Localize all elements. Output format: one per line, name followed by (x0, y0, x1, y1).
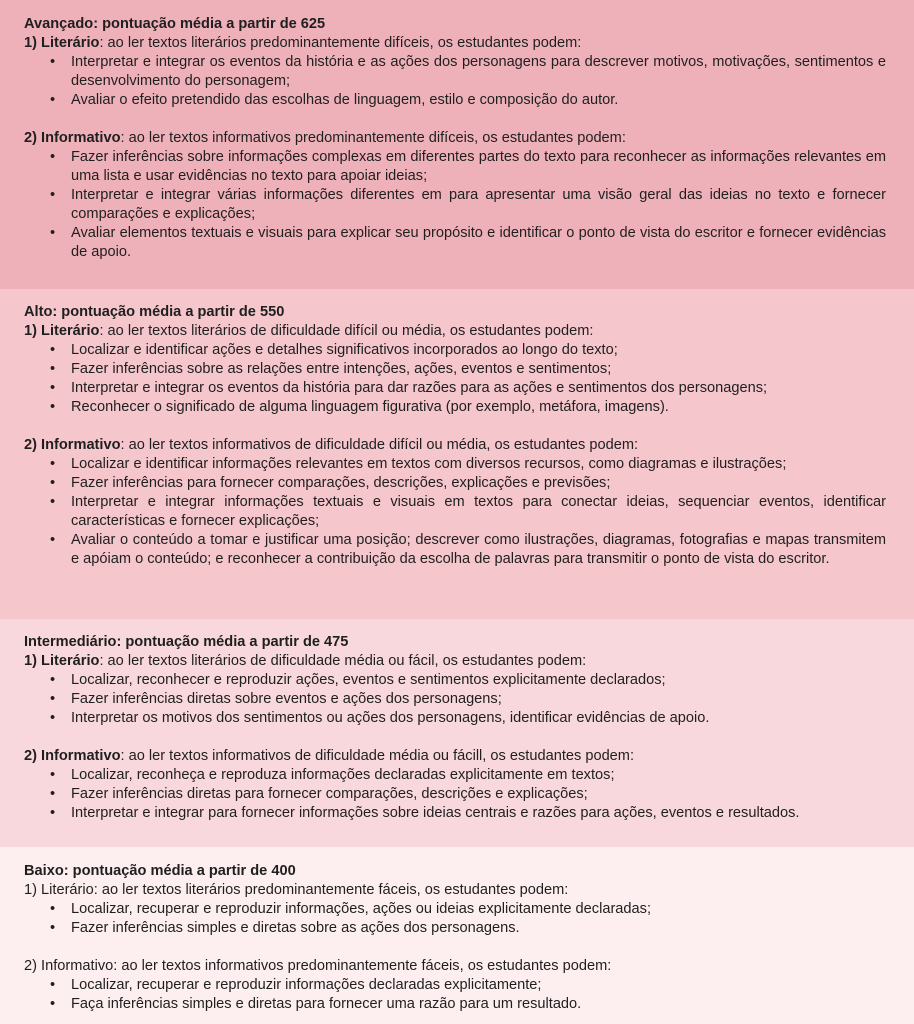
list-item (24, 341, 886, 360)
list-item-text: Localizar e identificar ações e detalhes significativos incorporados ao longo do texto; (71, 342, 618, 358)
section-intro: : ao ler textos informativos predominantemente fáceis, os estudantes podem: (113, 958, 612, 974)
list-item (24, 995, 886, 1014)
list-item-text: Fazer inferências sobre informações complexas em diferentes partes do texto para reconhecer as informações relevantes em uma lista e usar evidências no texto para apoiar ideias; (71, 149, 886, 184)
list-item-text: Localizar, reconhecer e reproduzir ações, eventos e sentimentos explicitamente declarados; (71, 672, 666, 688)
bullet-icon: • (50, 92, 56, 108)
list-item-text: Avaliar elementos textuais e visuais para explicar seu propósito e identificar o ponto de vista do escritor e fornecer evidências de apoio. (71, 225, 886, 260)
section-intro: : ao ler textos informativos de dificuldade média ou fácill, os estudantes podem: (120, 748, 635, 764)
bullet-icon: • (50, 456, 56, 472)
list-item-text: Interpretar e integrar várias informações diferentes em para apresentar uma visão geral das ideias no texto e fornecer comparações e explicações; (71, 187, 886, 222)
bullet-icon: • (50, 494, 56, 510)
bullet-icon: • (50, 996, 56, 1012)
list-item (24, 690, 886, 709)
bullet-list (24, 148, 886, 262)
section-intro: : ao ler textos literários de dificuldade difícil ou média, os estudantes podem: (99, 323, 594, 339)
section-intro: : ao ler textos literários predominantemente fáceis, os estudantes podem: (93, 882, 569, 898)
section-heading (24, 957, 914, 976)
bullet-list (24, 53, 886, 110)
bullet-icon: • (50, 691, 56, 707)
list-item (24, 186, 886, 224)
list-item (24, 671, 886, 690)
bullet-icon: • (50, 710, 56, 726)
bullet-icon: • (50, 342, 56, 358)
level-high (0, 289, 914, 619)
section-heading (24, 881, 914, 900)
list-item (24, 398, 886, 417)
bullet-icon: • (50, 920, 56, 936)
section-heading (24, 747, 914, 766)
bullet-icon: • (50, 767, 56, 783)
list-item-text: Localizar, reconheça e reproduza informações declaradas explicitamente em textos; (71, 767, 615, 783)
section-kind: Informativo (41, 958, 114, 974)
bullet-icon: • (50, 786, 56, 802)
level-low (0, 847, 914, 1024)
list-item-text: Interpretar e integrar para fornecer informações sobre ideias centrais e razões para ações, eventos e resultados. (71, 805, 800, 821)
list-item-text: Fazer inferências simples e diretas sobre as ações dos personagens. (71, 920, 520, 936)
list-item (24, 919, 886, 938)
section-number: 1) (24, 35, 37, 51)
section-number: 2) (24, 437, 37, 453)
list-item (24, 785, 886, 804)
bullet-icon: • (50, 977, 56, 993)
list-item-text: Reconhecer o significado de alguma linguagem figurativa (por exemplo, metáfora, imagens). (71, 399, 669, 415)
list-item-text: Fazer inferências diretas para fornecer comparações, descrições e explicações; (71, 786, 588, 802)
list-item (24, 531, 886, 569)
level-advanced (0, 0, 914, 289)
level-intermediate (0, 619, 914, 847)
section-heading (24, 322, 914, 341)
section-informative (24, 436, 914, 569)
bullet-icon: • (50, 901, 56, 917)
bullet-icon: • (50, 399, 56, 415)
list-item (24, 455, 886, 474)
section-number: 1) (24, 882, 37, 898)
section-heading (24, 436, 914, 455)
section-number: 2) (24, 958, 37, 974)
list-item (24, 976, 886, 995)
list-item (24, 474, 886, 493)
list-item-text: Fazer inferências para fornecer comparações, descrições, explicações e previsões; (71, 475, 611, 491)
list-item (24, 360, 886, 379)
bullet-list (24, 455, 886, 569)
section-kind: Literário (41, 35, 100, 51)
section-informative (24, 129, 914, 262)
level-title: Baixo: pontuação média a partir de 400 (24, 863, 296, 879)
level-title: Avançado: pontuação média a partir de 625 (24, 16, 326, 32)
list-item-text: Localizar e identificar informações relevantes em textos com diversos recursos, como diagramas e ilustrações; (71, 456, 787, 472)
bullet-icon: • (50, 54, 56, 70)
section-literary (24, 881, 914, 938)
list-item (24, 804, 886, 823)
bullet-icon: • (50, 380, 56, 396)
section-informative (24, 957, 914, 1014)
bullet-icon: • (50, 149, 56, 165)
list-item-text: Interpretar e integrar os eventos da história e as ações dos personagens para descrever motivos, motivações, sentimentos e desenvolvimento do personagem; (71, 54, 886, 89)
section-number: 2) (24, 748, 37, 764)
section-literary (24, 34, 914, 110)
list-item-text: Avaliar o conteúdo a tomar e justificar uma posição; descrever como ilustrações, diagramas, fotografias e mapas transmitem e apóiam o conteúdo; e reconhecer a contribuição da escolha de palavras para transmitir o ponto de vista do escritor. (71, 532, 886, 567)
bullet-icon: • (50, 805, 56, 821)
section-intro: : ao ler textos informativos de dificuldade difícil ou média, os estudantes podem: (120, 437, 639, 453)
list-item (24, 148, 886, 186)
section-number: 2) (24, 130, 37, 146)
section-kind: Informativo (41, 748, 121, 764)
list-item-text: Localizar, recuperar e reproduzir informações, ações ou ideias explicitamente declaradas; (71, 901, 652, 917)
bullet-icon: • (50, 672, 56, 688)
list-item (24, 224, 886, 262)
bullet-icon: • (50, 475, 56, 491)
list-item-text: Interpretar e integrar os eventos da história para dar razões para as ações e sentimentos dos personagens; (71, 380, 768, 396)
section-literary (24, 322, 914, 417)
list-item-text: Fazer inferências sobre as relações entre intenções, ações, eventos e sentimentos; (71, 361, 612, 377)
list-item-text: Localizar, recuperar e reproduzir informações declaradas explicitamente; (71, 977, 542, 993)
list-item-text: Interpretar e integrar informações textuais e visuais em textos para conectar ideias, sequenciar eventos, identificar características e fornecer explicações; (71, 494, 886, 529)
section-intro: : ao ler textos informativos predominantemente difíceis, os estudantes podem: (120, 130, 626, 146)
list-item-text: Interpretar os motivos dos sentimentos ou ações dos personagens, identificar evidências de apoio. (71, 710, 710, 726)
section-kind: Informativo (41, 130, 121, 146)
bullet-icon: • (50, 361, 56, 377)
section-number: 1) (24, 323, 37, 339)
section-heading (24, 652, 914, 671)
level-title: Alto: pontuação média a partir de 550 (24, 304, 285, 320)
bullet-icon: • (50, 532, 56, 548)
list-item (24, 379, 886, 398)
section-intro: : ao ler textos literários predominantemente difíceis, os estudantes podem: (99, 35, 582, 51)
bullet-list (24, 341, 886, 417)
list-item (24, 91, 886, 110)
section-kind: Literário (41, 653, 100, 669)
bullet-icon: • (50, 225, 56, 241)
section-intro: : ao ler textos literários de dificuldade média ou fácil, os estudantes podem: (99, 653, 587, 669)
section-heading (24, 34, 914, 53)
bullet-icon: • (50, 187, 56, 203)
list-item (24, 493, 886, 531)
list-item (24, 53, 886, 91)
section-kind: Literário (41, 323, 100, 339)
bullet-list (24, 766, 886, 823)
section-heading (24, 129, 914, 148)
list-item (24, 709, 886, 728)
list-item-text: Faça inferências simples e diretas para fornecer uma razão para um resultado. (71, 996, 582, 1012)
bullet-list (24, 671, 886, 728)
section-literary (24, 652, 914, 728)
section-kind: Literário (41, 882, 94, 898)
level-title: Intermediário: pontuação média a partir de 475 (24, 634, 349, 650)
list-item-text: Avaliar o efeito pretendido das escolhas de linguagem, estilo e composição do autor. (71, 92, 619, 108)
section-kind: Informativo (41, 437, 121, 453)
list-item (24, 766, 886, 785)
list-item (24, 900, 886, 919)
bullet-list (24, 976, 886, 1014)
list-item-text: Fazer inferências diretas sobre eventos e ações dos personagens; (71, 691, 502, 707)
section-number: 1) (24, 653, 37, 669)
section-informative (24, 747, 914, 823)
bullet-list (24, 900, 886, 938)
